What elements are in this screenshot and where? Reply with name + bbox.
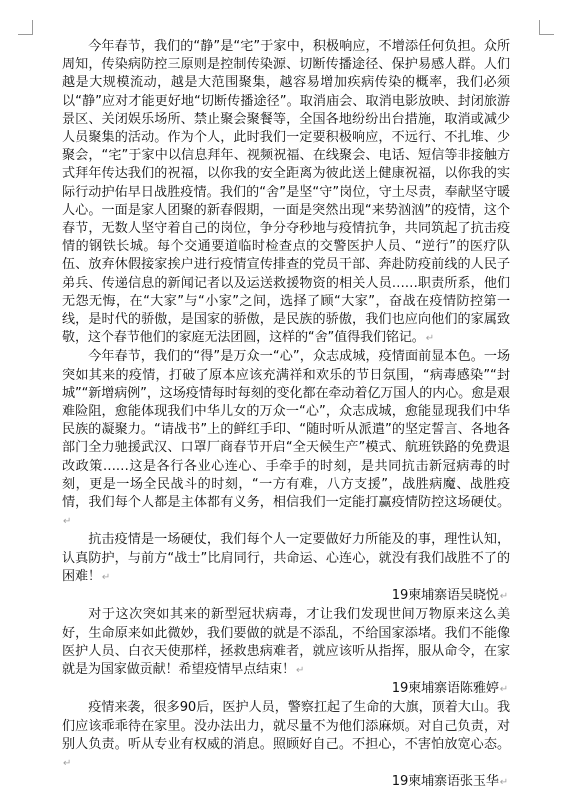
paragraph xyxy=(62,531,510,587)
document-body[interactable] xyxy=(62,38,510,792)
paragraph-text: 对于这次突如其来的新型冠状病毒，才让我们发现世间万物原来这么美好，生命原来如此微妙，我们要做的就是不添乱，不给国家添堵。我们不能像医护人员、白衣天使那样，拯救患病难者，就应该听从指挥，服从命令，在家就是为国家做贡献！希望疫情早点结束！ xyxy=(62,607,510,677)
paragraph xyxy=(62,348,510,531)
author-signature: 19柬埔寨语张玉华↵ xyxy=(391,774,508,790)
paragraph xyxy=(62,38,510,348)
paragraph-text: 抗击疫情是一场硬仗，我们每个人一定要做好力所能及的事，理性认知，认真防护，与前方“战士”比肩同行，共命运、心连心，就没有我们战胜不了的困难！ xyxy=(62,532,510,584)
paragraph-text: 疫情来袭，很多90后，医护人员，警察扛起了生命的大旗，顶着大山。我们应该乖乖待在家里。没办法出力，就尽量不为他们添麻烦。对自己负责，对别人负责。听从专业有权威的消息。照顾好自己。不担心，不害怕放宽心态。 xyxy=(62,700,510,752)
paragraph-mark-icon: ↵ xyxy=(101,571,111,583)
paragraph-text: 今年春节，我们的“得”是万众一“心”，众志成城，疫情面前显本色。一场突如其来的疫情，打破了原本应该充满祥和欢乐的节日氛围，“病毒感染”“封城”“新增病例”，这场疫情每时每刻的变化都在牵动着亿万国人的内心。愈是艰难险阻，愈能体现我们中华儿女的万众一“心”，众志成城，愈能显现我们中华民族的凝聚力。“请战书”上的鲜红手印、“随时听从派遣”的坚定誓言、各地各部门全力驰援武汉、口罩厂商春节开启“全天候生产”模式、航班铁路的免费退改政策……这是各行各业心连心、手牵手的时刻，是共同抗击新冠病毒的时刻，更是一场全民战斗的时刻，“一方有难，八方支援”，战胜病魔、战胜疫情，我们每个人都是主体都有义务，相信我们一定能打赢疫情防控这场硬仗。 xyxy=(62,349,510,511)
paragraph-mark-icon: ↵ xyxy=(63,516,72,528)
paragraph-mark-icon: ↵ xyxy=(296,664,305,676)
paragraph xyxy=(62,699,510,773)
paragraph-mark-icon: ↵ xyxy=(499,684,508,696)
paragraph-mark-icon: ↵ xyxy=(499,591,508,603)
paragraph-mark-icon: ↵ xyxy=(63,757,72,769)
author-signature: 19柬埔寨语吴晓悦↵ xyxy=(391,588,508,604)
margin-corner-top-right xyxy=(539,20,554,35)
paragraph-mark-icon: ↵ xyxy=(425,333,434,345)
paragraph-text: 今年春节，我们的“静”是“宅”于家中，积极响应，不增添任何负担。众所周知，传染病防控三原则是控制传染源、切断传播途径、保护易感人群。人们越是大规模流动，越是大范围聚集，越容易增加疾病传染的概率，我们必须以“静”应对才能更好地“切断传播途径”。取消庙会、取消电影放映、封闭旅游景区、关闭娱乐场所、禁止聚会聚餐等，全国各地纷纷出台措施，取消或减少人员聚集的活动。作为个人，此时我们一定要积极响应，不远行、不扎堆、少聚会，“宅”于家中以信息拜年、视频祝福、在线聚会、电话、短信等非接触方式拜年传达我们的祝福，以你我的安全距离为彼此送上健康祝福，以你我的实际行动护佑早日战胜疫情。我们的“舍”是坚“守”岗位，守土尽责，奉献坚守暖人心。一面是家人团聚的新春假期，一面是突然出现“来势汹汹”的疫情，这个春节，无数人坚守着自己的岗位，争分夺秒地与疫情抗争，共同筑起了抗击疫情的钢铁长城。每个交通要道临时检查点的交警医护人员、“逆行”的医疗队伍、放弃休假接家挨户进行疫情宣传排查的党员干部、奔赴防疫前线的人民子弟兵、传递信息的新闻记者以及运送救援物资的相关人员……职责所系，他们无怨无悔，在“大家”与“小家”之间，选择了顾“大家”，奋战在疫情防控第一线，是时代的骄傲，是国家的骄傲，是民族的骄傲，我们也应向他们的家属致敬，这个春节他们的家庭无法团圆，这样的“舍”值得我们铭记。 xyxy=(62,39,510,346)
margin-corner-top-left xyxy=(18,20,33,35)
paragraph-mark-icon: ↵ xyxy=(499,777,508,789)
author-signature: 19柬埔寨语陈雅婷↵ xyxy=(391,681,508,697)
paragraph xyxy=(62,606,510,680)
